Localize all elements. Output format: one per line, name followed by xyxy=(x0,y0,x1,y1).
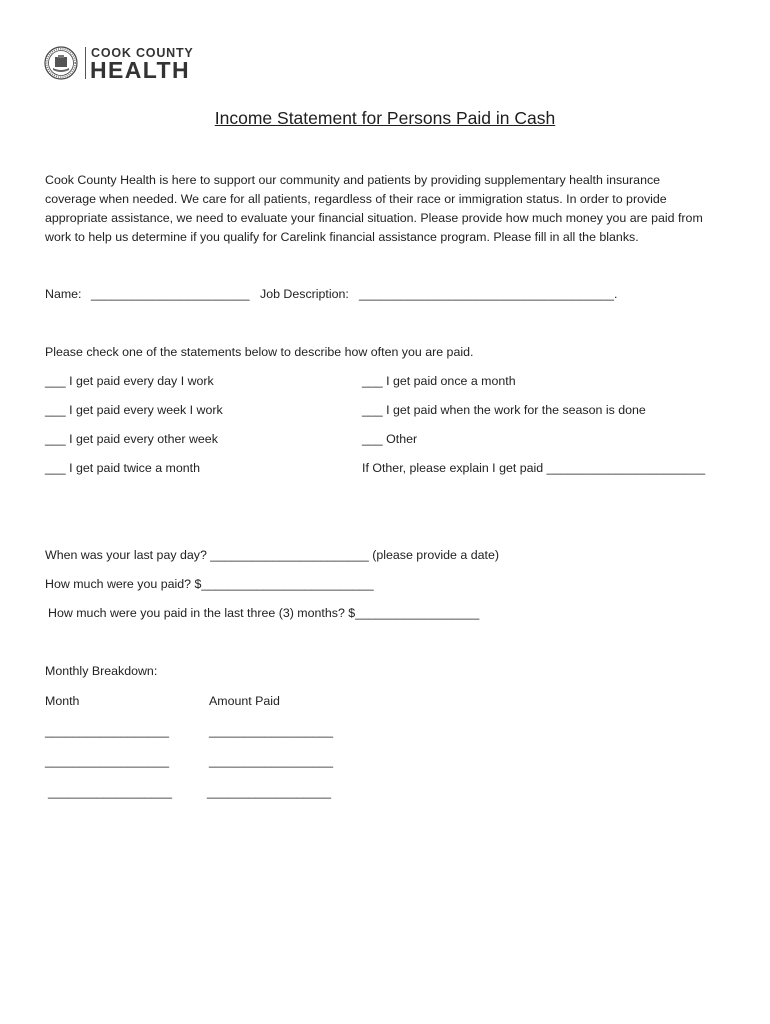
month-field[interactable]: __________________ xyxy=(45,724,170,738)
logo-divider xyxy=(85,47,86,79)
frequency-prompt: Please check one of the statements below to describe how often you are paid. xyxy=(45,345,474,359)
other-explain-field[interactable]: If Other, please explain I get paid _______________________ xyxy=(362,461,706,475)
county-seal-icon xyxy=(44,46,78,80)
intro-line: work to help us determine if you qualify for Carelink financial assistance program. Please fill in all the blanks. xyxy=(45,230,639,244)
cook-county-health-logo xyxy=(44,44,204,84)
month-column-header: Month xyxy=(45,694,80,708)
job-description-label: Job Description: xyxy=(260,287,349,301)
month-field[interactable]: __________________ xyxy=(45,754,170,768)
month-field[interactable]: __________________ xyxy=(48,785,173,799)
option-every-week[interactable]: ___ I get paid every week I work xyxy=(45,403,223,417)
logo-text-bottom: HEALTH xyxy=(90,57,190,83)
breakdown-heading: Monthly Breakdown: xyxy=(45,664,158,678)
intro-line: Cook County Health is here to support our community and patients by providing supplementary health insurance xyxy=(45,173,661,187)
amount-field[interactable]: __________________ xyxy=(207,785,332,799)
logo-text-top: COOK COUNTY xyxy=(91,46,194,60)
option-every-day[interactable]: ___ I get paid every day I work xyxy=(45,374,214,388)
intro-paragraph xyxy=(45,171,735,247)
amount-paid-field[interactable]: How much were you paid? $_________________________ xyxy=(45,577,374,591)
amount-column-header: Amount Paid xyxy=(209,694,280,708)
three-months-field[interactable]: How much were you paid in the last three (3) months? $__________________ xyxy=(48,606,480,620)
option-twice-a-month[interactable]: ___ I get paid twice a month xyxy=(45,461,200,475)
option-once-a-month[interactable]: ___ I get paid once a month xyxy=(362,374,516,388)
amount-field[interactable]: __________________ xyxy=(209,724,334,738)
option-other[interactable]: ___ Other xyxy=(362,432,418,446)
name-label: Name: xyxy=(45,287,82,301)
intro-line: coverage when needed. We care for all patients, regardless of their race or immigration status. In order to provide xyxy=(45,192,667,206)
option-season-done[interactable]: ___ I get paid when the work for the season is done xyxy=(362,403,646,417)
job-description-field[interactable]: _____________________________________. xyxy=(359,287,618,301)
intro-line: appropriate assistance, we need to evaluate your financial situation. Please provide how much money you are paid from xyxy=(45,211,703,225)
amount-field[interactable]: __________________ xyxy=(209,754,334,768)
option-every-other-week[interactable]: ___ I get paid every other week xyxy=(45,432,218,446)
name-field[interactable]: _______________________ xyxy=(91,287,250,301)
last-pay-day-field[interactable]: When was your last pay day? _______________________ (please provide a date) xyxy=(45,548,499,562)
page-title: Income Statement for Persons Paid in Cash xyxy=(214,108,556,128)
